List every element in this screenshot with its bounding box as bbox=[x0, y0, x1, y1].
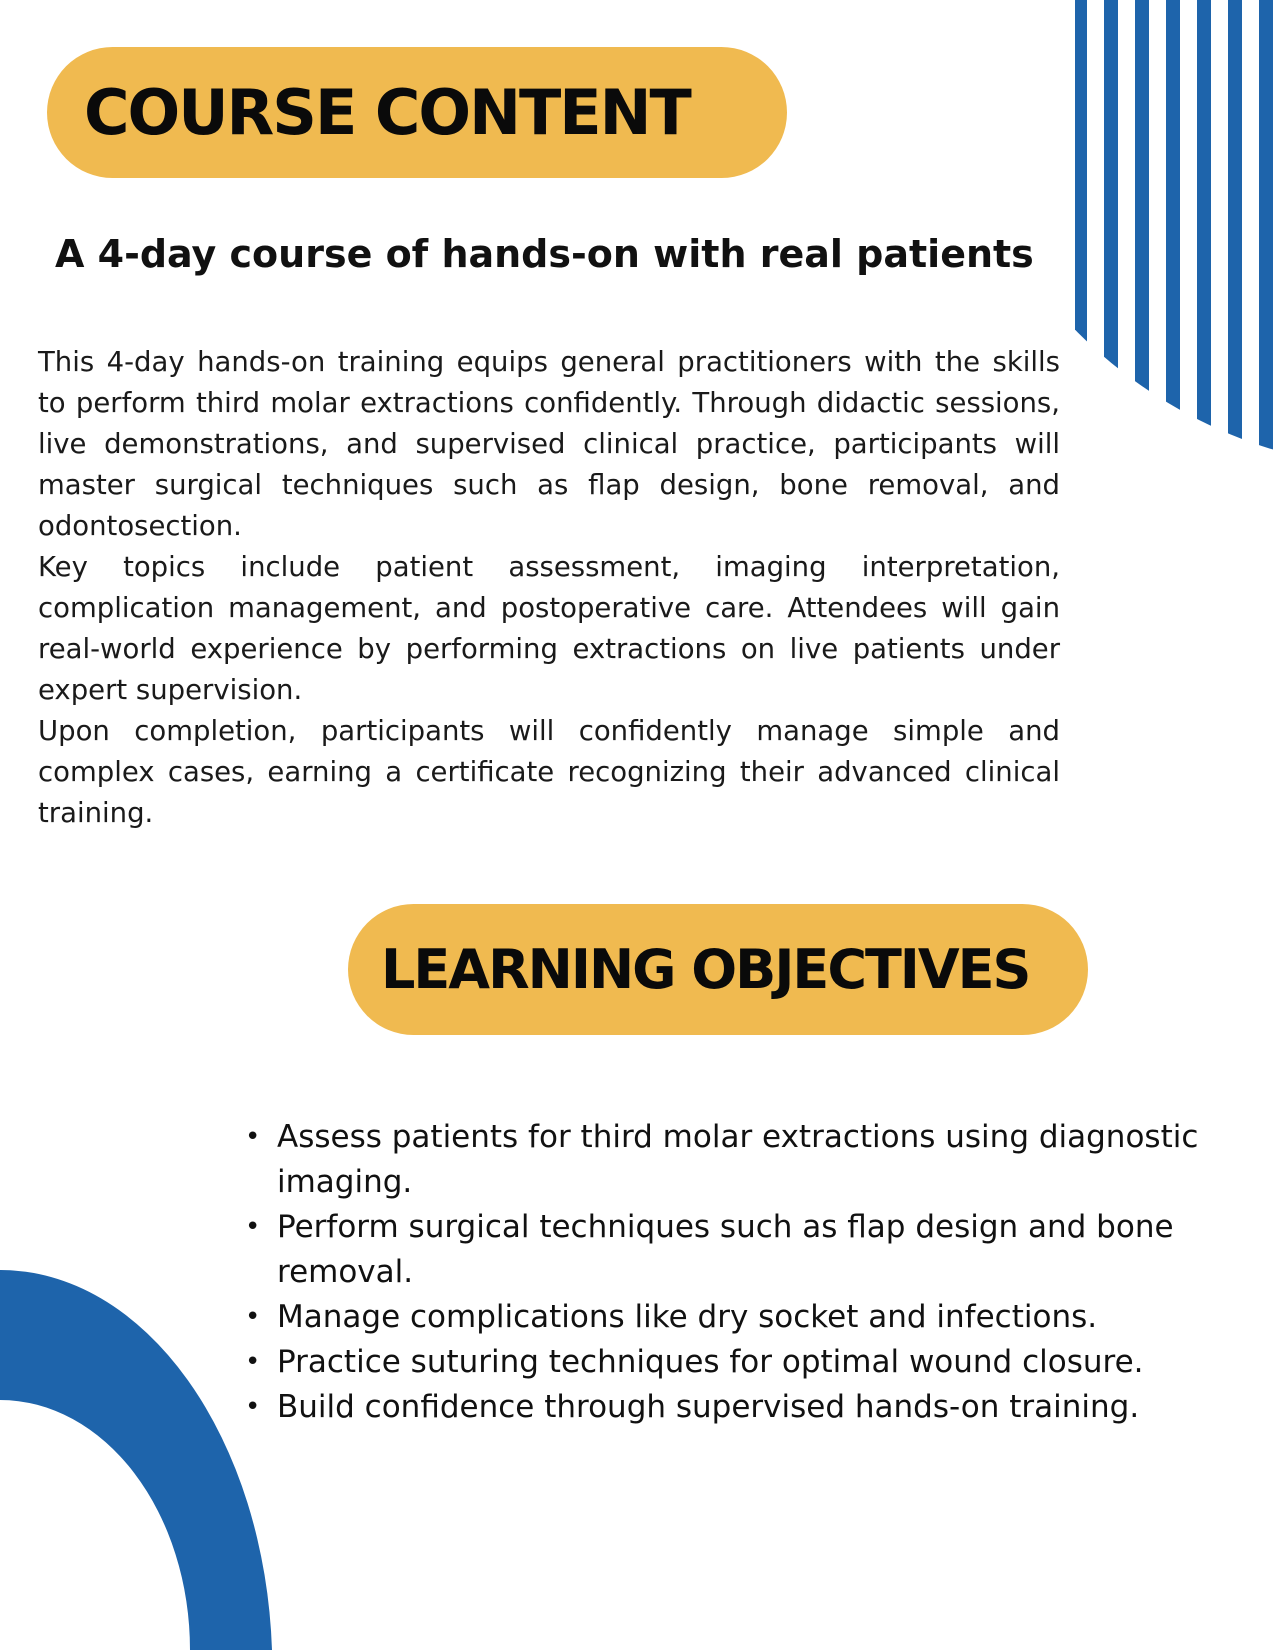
stripe bbox=[1259, 0, 1273, 480]
objective-item: • Perform surgical techniques such as flap design and bone removal. bbox=[245, 1205, 1255, 1295]
stripe bbox=[1166, 0, 1180, 480]
striped-semicircle-decoration bbox=[1075, 0, 1275, 480]
course-description bbox=[38, 342, 1060, 834]
course-paragraph: Upon completion, participants will confidently manage simple and complex cases, earning a certificate recognizing their advanced clinical training. bbox=[38, 715, 1060, 829]
course-content-heading: COURSE CONTENT bbox=[84, 76, 690, 149]
stripe bbox=[1075, 0, 1087, 480]
learning-objectives-heading: LEARNING OBJECTIVES bbox=[381, 938, 1030, 1001]
learning-objectives-list bbox=[245, 1115, 1255, 1430]
course-paragraph: Key topics include patient assessment, imaging interpretation, complication management, and postoperative care. Attendees will gain real-world experience by performing extractions on live patients under expert supervision. bbox=[38, 551, 1060, 706]
objective-item: • Manage complications like dry socket and infections. bbox=[245, 1295, 1255, 1340]
objective-item: • Build confidence through supervised hands-on training. bbox=[245, 1385, 1255, 1430]
objective-item: • Practice suturing techniques for optimal wound closure. bbox=[245, 1340, 1255, 1385]
course-paragraph: This 4-day hands-on training equips general practitioners with the skills to perform third molar extractions confidently. Through didactic sessions, live demonstrations, and supervised clinical practice, participants will master surgical techniques such as flap design, bone removal, and odontosection. bbox=[38, 346, 1060, 542]
stripe bbox=[1228, 0, 1242, 480]
course-content-heading-pill bbox=[47, 47, 787, 178]
learning-objectives-heading-pill bbox=[348, 904, 1088, 1035]
objective-item: • Assess patients for third molar extractions using diagnostic imaging. bbox=[245, 1115, 1255, 1205]
blue-arc-decoration bbox=[0, 1270, 280, 1650]
stripe bbox=[1197, 0, 1211, 480]
stripe bbox=[1135, 0, 1149, 480]
course-subtitle: A 4-day course of hands-on with real patients bbox=[55, 232, 1034, 276]
stripe bbox=[1104, 0, 1118, 480]
